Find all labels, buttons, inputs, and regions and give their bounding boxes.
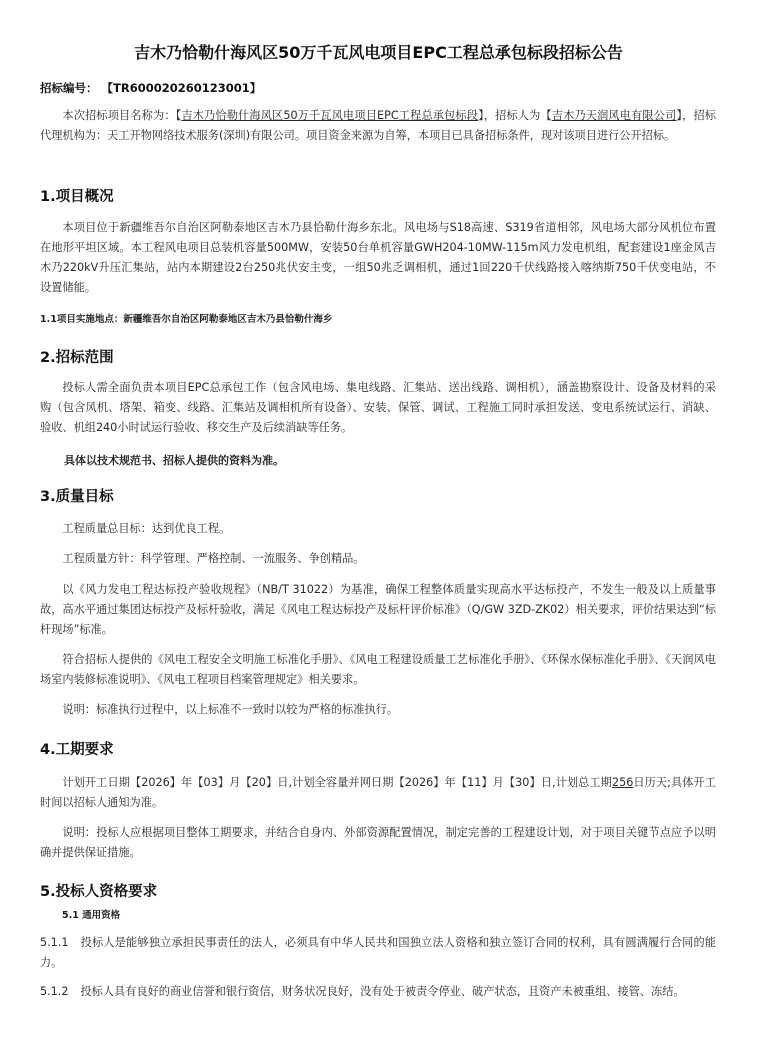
item-text: 投标人具有良好的商业信誉和银行资信，财务状况良好，没有处于被责令停业、破产状态，且资产未被重组、接管、冻结。 (80, 985, 685, 998)
quality-standard: 以《风力发电工程达标投产验收规程》（NB/T 31022）为基准，确保工程整体质量实现高水平达标投产，不发生一般及以上质量事故，高水平通过集团达标投产及标杆验收，满足《风电工程达标投产及标杆评价标准》（Q/GW 3ZD-ZK02）相关要求，评价结果达到“标杆现场”标准。 (40, 583, 716, 636)
quality-compliance: 符合招标人提供的《风电工程安全文明施工标准化手册》、《风电工程建设质量工艺标准化手册》、《环保水保标准化手册》、《天润风电场室内装修标准说明》、《风电工程项目档案管理规定》相关要求。 (40, 653, 716, 686)
section-5-heading: 5.投标人资格要求 (40, 884, 158, 900)
schedule-text-1: 计划开工日期【2026】年【03】月【20】日,计划全容量并网日期【2026】年【11】月【30】日,计划总工期 (62, 776, 612, 789)
qualification-item (40, 933, 716, 973)
schedule-text-2: 日历天;具体开工时间以招标人通知为准。 (40, 776, 716, 809)
quality-note: 说明：标准执行过程中，以上标准不一致时以较为严格的标准执行。 (62, 703, 399, 716)
quality-policy: 工程质量方针：科学管理、严格控制、一流服务、争创精品。 (62, 552, 365, 565)
item-number: 5.1.1 (40, 936, 69, 949)
section-1-heading: 1.项目概况 (40, 189, 114, 205)
qualification-item (40, 982, 716, 1002)
intro-text-3: 】，招标代理机构为：天工开物网络技术服务(深圳)有限公司。项目资金来源为自筹，本项目已具备招标条件，现对该项目进行公开招标。 (40, 109, 716, 142)
section-3-heading: 3.质量目标 (40, 489, 114, 505)
bid-code-value: 【TR600020260123001】 (101, 81, 262, 95)
schedule-note: 说明：投标人应根据项目整体工期要求，并结合自身内、外部资源配置情况，制定完善的工程建设计划，对于项目关键节点应予以明确并提供保证措施。 (40, 826, 716, 859)
section-2-body: 投标人需全面负责本项目EPC总承包工作（包含风电场、集电线路、汇集站、送出线路、调相机），涵盖勘察设计、设备及材料的采购（包含风机、塔架、箱变、线路、汇集站及调相机所有设备）、安装、保管、调试、工程施工同时承担发送、变电系统试运行、消缺、验收、机组240小时试运行验收、移交生产及后续消缺等任务。 (40, 381, 716, 434)
section-4-heading: 4.工期要求 (40, 742, 114, 758)
project-name: 吉木乃恰勒什海风区50万千瓦风电项目EPC工程总承包标段 (181, 109, 479, 122)
intro-paragraph (40, 106, 716, 146)
section-2-note: 具体以技术规范书、招标人提供的资料为准。 (64, 454, 284, 467)
section-1-body: 本项目位于新疆维吾尔自治区阿勒泰地区吉木乃县恰勒什海乡东北。风电场与S18高速、S319省道相邻，风电场大部分风机位布置在地形平坦区域。本工程风电项目总装机容量500MW，安装50台单机容量GWH204-10MW-115m风力发电机组，配套建设1座金风吉木乃220kV升压汇集站，站内本期建设2台250兆伏安主变，一组50兆乏调相机，通过1回220千伏线路接入喀纳斯750千伏变电站，不设置储能。 (40, 221, 716, 294)
section-2-heading: 2.招标范围 (40, 350, 114, 366)
tenderer-name: 吉木乃天润风电有限公司 (551, 109, 677, 122)
bid-code-label: 招标编号： (40, 81, 98, 95)
section-5-1-heading: 5.1 通用资格 (62, 910, 121, 921)
item-text: 投标人是能够独立承担民事责任的法人，必须具有中华人民共和国独立法人资格和独立签订合同的权利，具有圆满履行合同的能力。 (40, 936, 716, 969)
schedule-paragraph (40, 773, 716, 813)
bid-code-line (40, 80, 261, 96)
page-title: 吉木乃恰勒什海风区50万千瓦风电项目EPC工程总承包标段招标公告 (134, 43, 623, 62)
item-number: 5.1.2 (40, 985, 69, 998)
quality-goal: 工程质量总目标：达到优良工程。 (62, 522, 231, 535)
section-1-1-heading: 1.1项目实施地点：新疆维吾尔自治区阿勒泰地区吉木乃县恰勒什海乡 (40, 314, 333, 325)
intro-text-2: 】，招标人为【 (478, 109, 552, 122)
total-days: 256 (611, 776, 634, 789)
intro-text-1: 本次招标项目名称为：【 (62, 109, 182, 122)
